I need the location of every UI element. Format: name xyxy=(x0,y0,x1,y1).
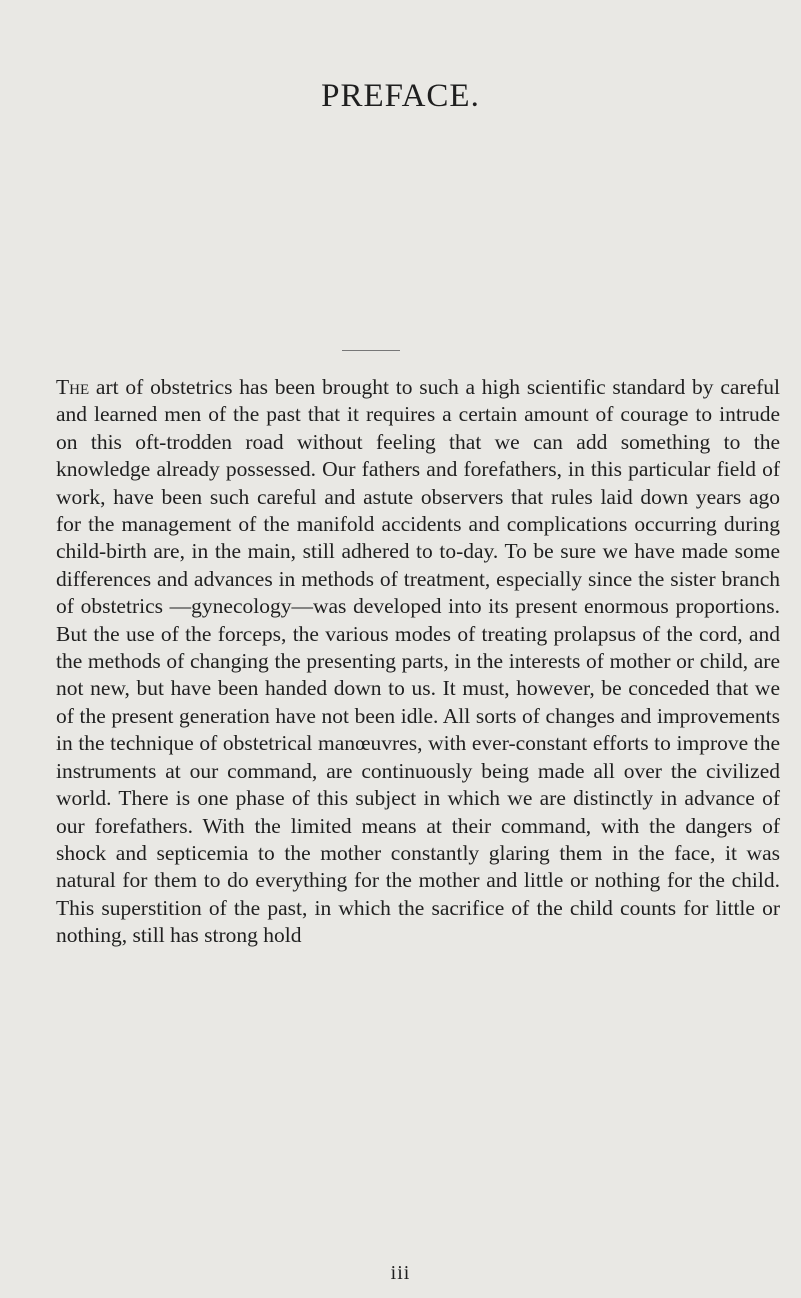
title-rule xyxy=(342,350,400,351)
paragraph-text: art of obstetrics has been brought to such a high scientific standard by careful and learned men of the past that it requires a certain amount of courage to intrude on this oft-trodden road without feeling that we can add something to the knowledge already possessed. Our fathers and forefathers, in this particular field of work, have been such careful and astute observers that rules laid down years ago for the management of the manifold accidents and complications occurring during child-birth are, in the main, still adhered to to-day. To be sure we have made some differences and advances in methods of treatment, especially since the sister branch of obstetrics —gynecology—was developed into its present enormous proportions. But the use of the forceps, the various modes of treating prolapsus of the cord, and the methods of changing the presenting parts, in the interests of mother or child, are not new, but have been handed down to us. It must, however, be conceded that we of the present generation have not been idle. All sorts of changes and improvements in the technique of obstetrical manœuvres, with ever-constant efforts to improve the instruments at our command, are continuously being made all over the civilized world. There is one phase of this subject in which we are distinctly in advance of our forefathers. With the limited means at their command, with the dangers of shock and septicemia to the mother constantly glaring them in the face, it was natural for them to do everything for the mother and little or nothing for the child. This superstition of the past, in which the sacrifice of the child counts for little or nothing, still has strong hold xyxy=(56,375,780,948)
page-number: iii xyxy=(390,1262,411,1284)
preface-paragraph xyxy=(56,374,780,950)
lead-word: The xyxy=(56,375,90,399)
page-title: PREFACE. xyxy=(321,78,480,114)
